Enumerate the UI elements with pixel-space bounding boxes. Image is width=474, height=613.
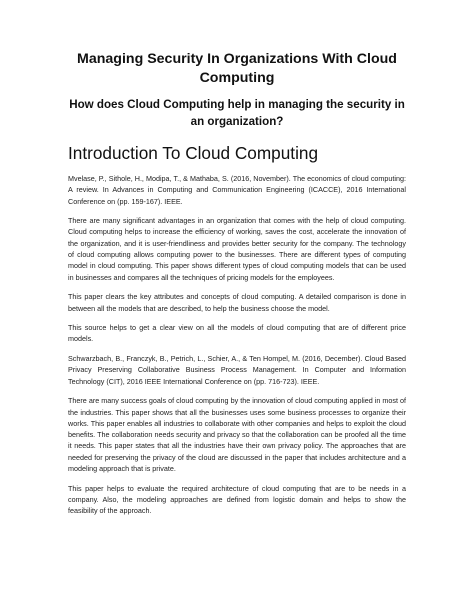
paragraph-citation-mvelase: Mvelase, P., Sithole, H., Modipa, T., & Mathaba, S. (2016, November). The economics of cloud computing: A review. In Advances in Computing and Communication Engineering (ICACCE), 2016 International Conference on (pp. 159-167). IEEE. [68,174,406,206]
document-content [68,50,406,525]
paragraph-success-goals: There are many success goals of cloud computing by the innovation of cloud computing applied in most of the industries. This paper shows that all the businesses uses some business processes to organize their works. This paper enables all industries to collaborate with other companies and helps to exploit the cloud benefits. The collaboration needs security and privacy so that the collaboration can be proofed all the time it needs. This paper states that all the industries have their own privacy policy. The approaches that are needed for preserving the privacy of the cloud are discussed in the paper that includes architecture and a modeling approach that is private. [68,396,406,474]
paragraph-advantages: There are many significant advantages in an organization that comes with the help of cloud computing. Cloud computing helps to increase the efficiency of working, saves the cost, accelerate the innovation of the organization, and it is user-friendliness and provides better security for the company. The technology of cloud computing allows computing power to the businesses. There are different types of computing model in cloud computing. This paper shows different types of cloud computing models that can be used in businesses and compares all the techniques of pricing models for the employees. [68,216,406,282]
document-subtitle: How does Cloud Computing help in managing the security in an organization? [69,98,405,128]
section-heading: Introduction To Cloud Computing [68,143,319,163]
paragraph-source-view: This source helps to get a clear view on all the models of cloud computing that are of different price models. [68,323,406,344]
paragraph-citation-schwarzbach: Schwarzbach, B., Franczyk, B., Petrich, L., Schier, A., & Ten Hompel, M. (2016, December). Cloud Based Privacy Preserving Collaborative Business Process Management. In Computer and Information Technology (CIT), 2016 IEEE International Conference on (pp. 716-723). IEEE. [68,354,406,386]
document-title: Managing Security In Organizations With Cloud Computing [77,51,397,86]
paragraph-evaluation: This paper helps to evaluate the required architecture of cloud computing that are to be needs in a company. Also, the modeling approaches are defined from logistic domain and helps to show the feasibility of the approach. [68,483,406,516]
paragraph-key-attributes: This paper clears the key attributes and concepts of cloud computing. A detailed comparison is done in between all the models that are described, to help the business choose the model. [68,292,406,313]
